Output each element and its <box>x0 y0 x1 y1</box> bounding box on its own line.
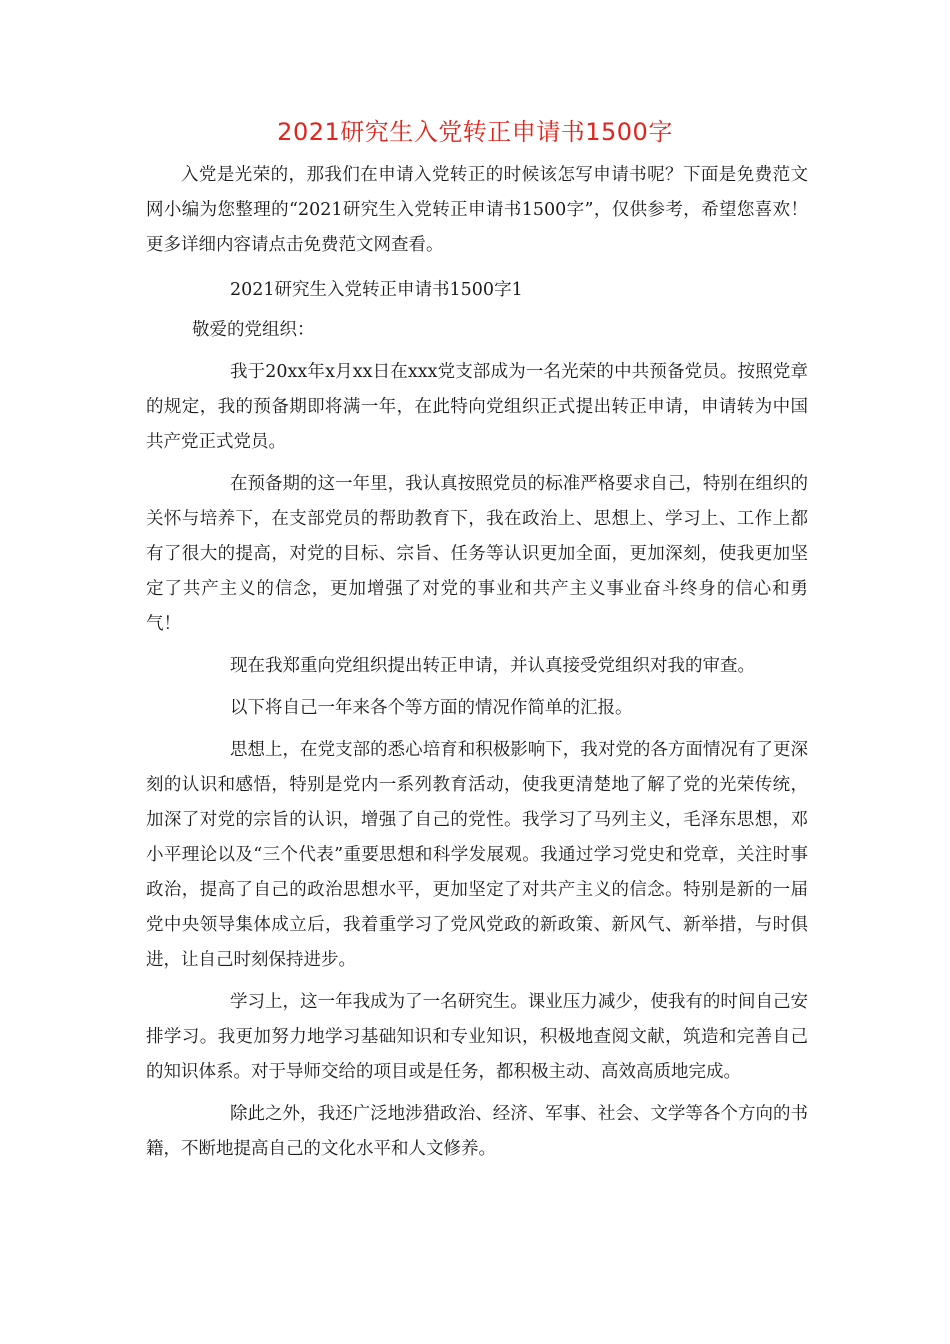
body-paragraph: 以下将自己一年来各个等方面的情况作简单的汇报。 <box>230 698 633 718</box>
body-paragraph: 思想上，在党支部的悉心培育和积极影响下，我对党的各方面情况有了更深刻的认识和感悟，特别是党内一系列教育活动，使我更清楚地了解了党的光荣传统，加深了对党的宗旨的认识，增强了自己的党性。我学习了马列主义，毛泽东思想，邓小平理论以及“三个代表”重要思想和科学发展观。我通过学习党史和党章，关注时事政治，提高了自己的政治思想水平，更加坚定了对共产主义的信念。特别是新的一届党中央领导集体成立后，我着重学习了党风党政的新政策、新风气、新举措，与时俱进，让自己时刻保持进步。 <box>146 740 808 970</box>
body-paragraph: 在预备期的这一年里，我认真按照党员的标准严格要求自己，特别在组织的关怀与培养下，在支部党员的帮助教育下，我在政治上、思想上、学习上、工作上都有了很大的提高，对党的目标、宗旨、任务等认识更加全面，更加深刻，使我更加坚定了共产主义的信念，更加增强了对党的事业和共产主义事业奋斗终身的信心和勇气！ <box>146 474 808 634</box>
body-paragraph: 现在我郑重向党组织提出转正申请，并认真接受党组织对我的审查。 <box>230 656 755 676</box>
document-body <box>146 158 808 1167</box>
body-paragraph: 我于20xx年x月xx日在xxx党支部成为一名光荣的中共预备党员。按照党章的规定，我的预备期即将满一年，在此特向党组织正式提出转正申请，申请转为中国共产党正式党员。 <box>146 362 808 452</box>
salutation: 敬爱的党组织： <box>192 320 315 340</box>
section-subheading: 2021研究生入党转正申请书1500字1 <box>230 280 523 300</box>
body-paragraph: 除此之外，我还广泛地涉猎政治、经济、军事、社会、文学等各个方向的书籍，不断地提高自己的文化水平和人文修养。 <box>146 1104 808 1159</box>
body-paragraph: 学习上，这一年我成为了一名研究生。课业压力减少，使我有的时间自己安排学习。我更加努力地学习基础知识和专业知识，积极地查阅文献，筑造和完善自己的知识体系。对于导师交给的项目或是任务，都积极主动、高效高质地完成。 <box>146 992 808 1082</box>
intro-paragraph: 入党是光荣的，那我们在申请入党转正的时候该怎写申请书呢？下面是免费范文网小编为您整理的“2021研究生入党转正申请书1500字”，仅供参考，希望您喜欢！更多详细内容请点击免费范文网查看。 <box>146 165 808 255</box>
document-title: 2021研究生入党转正申请书1500字 <box>277 118 673 146</box>
